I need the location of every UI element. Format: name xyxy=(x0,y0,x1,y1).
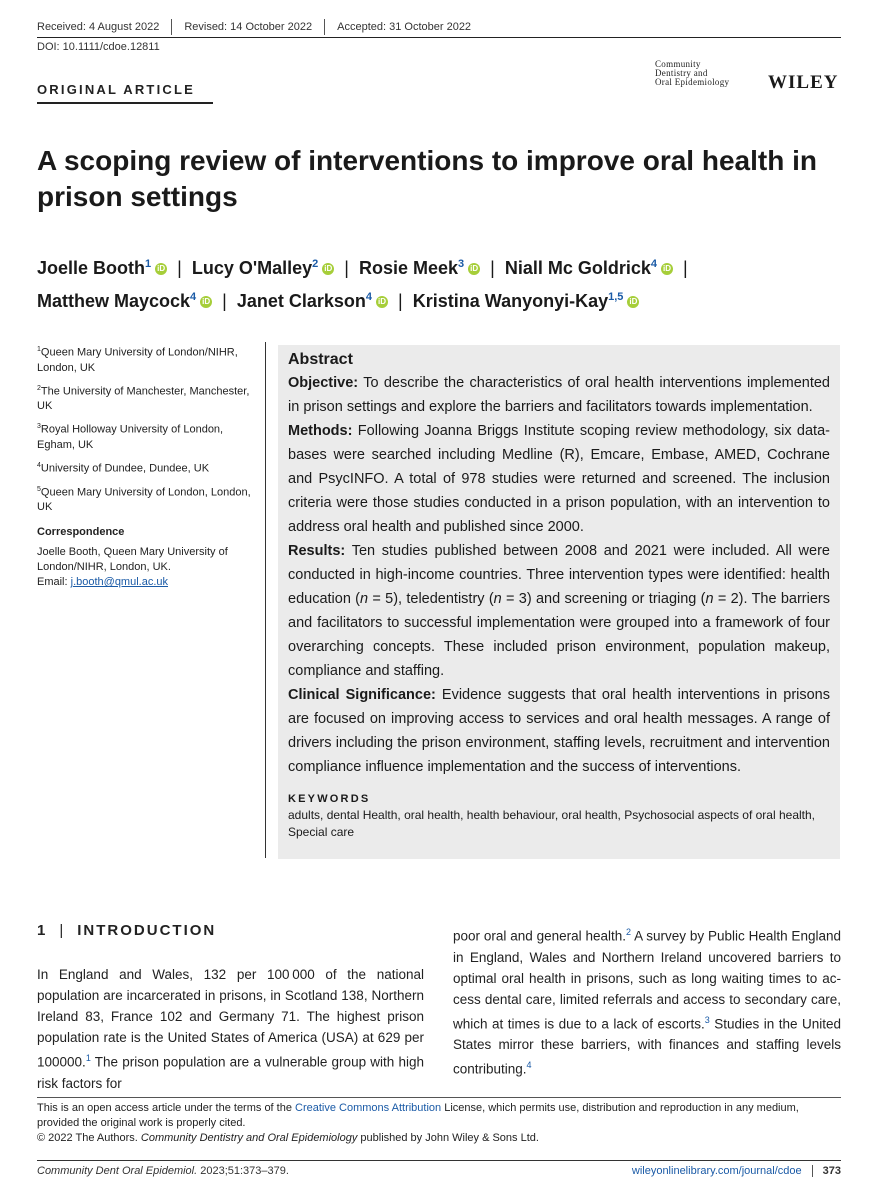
doi[interactable]: DOI: 10.1111/cdoe.12811 xyxy=(37,41,160,53)
email-link[interactable]: j.booth@qmul.ac.uk xyxy=(70,576,169,589)
abstract-results: Results: Ten studies published between 2008 and 2021 were included. All were conducted in high-income countries. Three intervention types were identified: health education (n = 5), teledentistry (n = 3) and screening or triaging (n = 2). The barriers and facilitators to successful implementation were grouped into a framework of four overarching concepts. These included prison environment, population makeup, compliance and staffing. xyxy=(288,543,830,679)
received-date: Received: 4 August 2022 xyxy=(37,19,172,35)
page-number: 373 xyxy=(812,1165,841,1177)
author-list: Joelle Booth$^1$ iD | Lucy O'Malley$^2$ iD | Rosie Meek$^3$ iD | Niall Mc Goldrick$^4$ iD | Matthew Maycock$^4$ iD | Janet Clarkson$^4$ iD | Kristina Wanyonyi-Kay$^{1,5}$ iD xyxy=(37,258,688,311)
keywords-heading: KEYWORDS xyxy=(288,793,371,805)
affiliation: $^3$Royal Holloway University of London, Egham, UK xyxy=(37,423,224,451)
orcid-icon[interactable]: iD xyxy=(470,264,479,274)
intro-column-right: poor oral and general health.$^2$ A survey by Public Health England in England, Wales and Northern Ireland uncovered barriers to optimal oral health in prisons, such as long waiting times to access dental care, limited referrals and access to secondary care, which at times is due to a lack of escorts.$^3$ Studies in the United States mirror these barriers, with finances and staffing levels contributing.$^4$ xyxy=(453,927,841,1077)
abstract-box xyxy=(278,345,840,859)
affiliation: $^4$University of Dundee, Dundee, UK xyxy=(37,461,210,475)
abstract-heading: Abstract xyxy=(288,351,353,368)
author[interactable]: Joelle Booth$^1$ iD xyxy=(37,258,166,278)
author[interactable]: Rosie Meek$^3$ iD xyxy=(358,258,479,278)
journal-logo-line3: Oral Epidemiology xyxy=(655,77,730,87)
publisher-logo: WILEY xyxy=(768,72,839,93)
orcid-icon[interactable]: iD xyxy=(378,297,387,307)
author[interactable]: Janet Clarkson$^4$ iD xyxy=(236,291,387,311)
affiliation: $^2$The University of Manchester, Manchester, UK xyxy=(37,384,250,413)
article-type-underline xyxy=(37,102,213,104)
page-footer-right xyxy=(600,1165,841,1177)
license-link[interactable]: Creative Commons Attribution xyxy=(295,1102,442,1114)
journal-logo xyxy=(655,60,765,96)
journal-logo-line1: Community xyxy=(655,59,701,69)
journal-logo-line2: Dentistry and xyxy=(655,68,708,78)
revised-date: Revised: 14 October 2022 xyxy=(172,19,325,35)
affiliation: $^5$Queen Mary University of London, London, UK xyxy=(37,485,251,514)
author[interactable]: Lucy O'Malley$^2$ iD xyxy=(191,258,333,278)
header-divider xyxy=(37,37,841,38)
footer-divider xyxy=(37,1097,841,1098)
page-footer-divider xyxy=(37,1160,841,1161)
article-title: A scoping review of interventions to improve oral health in prison settings xyxy=(37,145,817,212)
orcid-icon[interactable]: iD xyxy=(157,264,166,274)
article-dates xyxy=(37,18,841,36)
citation-link[interactable]: 4 xyxy=(526,1060,532,1070)
correspondence-heading: Correspondence xyxy=(37,526,125,539)
article-type: ORIGINAL ARTICLE xyxy=(37,82,195,97)
journal-website-link[interactable]: wileyonlinelibrary.com/journal/cdoe xyxy=(631,1165,802,1177)
keywords: adults, dental Health, oral health, health behaviour, oral health, Psychosocial aspects of oral health, Special care xyxy=(288,808,815,839)
affiliation: $^1$Queen Mary University of London/NIHR, London, UK xyxy=(37,346,238,374)
section-heading: 1 | INTRODUCTION xyxy=(37,922,217,939)
citation-line: Community Dent Oral Epidemiol. 2023;51:373–379. xyxy=(37,1165,289,1177)
affiliations xyxy=(37,342,252,590)
abstract-methods: Methods: Following Joanna Briggs Institute scoping review methodology, six databases were searched including Medline (R), Emcare, Embase, AMED, Cochrane and PsycINFO. A total of 978 studies were returned and screened. The inclusion criteria were those studies conducted in a prison population, with an intervention to address oral health and published since 2000. xyxy=(288,423,830,535)
intro-column-left: In England and Wales, 132 per 100 000 of the national population are incarcerated in prisons, in Scotland 138, Northern Ireland 83, France 102 and Germany 71. The highest prison population rate is the United States of America (USA) at 629 per 100000.$^1$ The prison population are a vulnerable group with high risk factors for xyxy=(37,967,424,1091)
author[interactable]: Matthew Maycock$^4$ iD xyxy=(37,291,211,311)
correspondence: Joelle Booth, Queen Mary University of London/NIHR, London, UK. Email: j.booth@qmul.ac.uk xyxy=(37,546,228,589)
author[interactable]: Niall Mc Goldrick$^4$ iD xyxy=(504,258,671,278)
license-notice: This is an open access article under the terms of the Creative Commons Attribution License, which permits use, distribution and reproduction in any medium, provided the original work is properly cited. © 2022 The Authors. Community Dentistry and Oral Epidemiology published by John Wiley & Sons Ltd. xyxy=(37,1102,799,1144)
orcid-icon[interactable]: iD xyxy=(202,297,211,307)
abstract-objective: Objective: To describe the characteristics of oral health interventions implemented in prison settings and explore the barriers and facilitators towards implementation. xyxy=(288,375,830,415)
column-divider xyxy=(265,342,266,858)
abstract-clinical-significance: Clinical Significance: Evidence suggests that oral health interventions in prisons are focused on improving access to services and oral health messages. A range of drivers including the prison environment, staffing levels, recruitment and intervention compliance influence implementation and the success of interventions. xyxy=(288,687,831,775)
citation-link[interactable]: 1 xyxy=(85,1053,91,1063)
author[interactable]: Kristina Wanyonyi-Kay$^{1,5}$ iD xyxy=(412,291,638,311)
orcid-icon[interactable]: iD xyxy=(324,264,333,274)
citation-link[interactable]: 3 xyxy=(704,1014,710,1025)
orcid-icon[interactable]: iD xyxy=(629,297,638,307)
orcid-icon[interactable]: iD xyxy=(663,264,671,274)
citation-link[interactable]: 2 xyxy=(626,927,632,937)
accepted-date: Accepted: 31 October 2022 xyxy=(337,21,472,33)
